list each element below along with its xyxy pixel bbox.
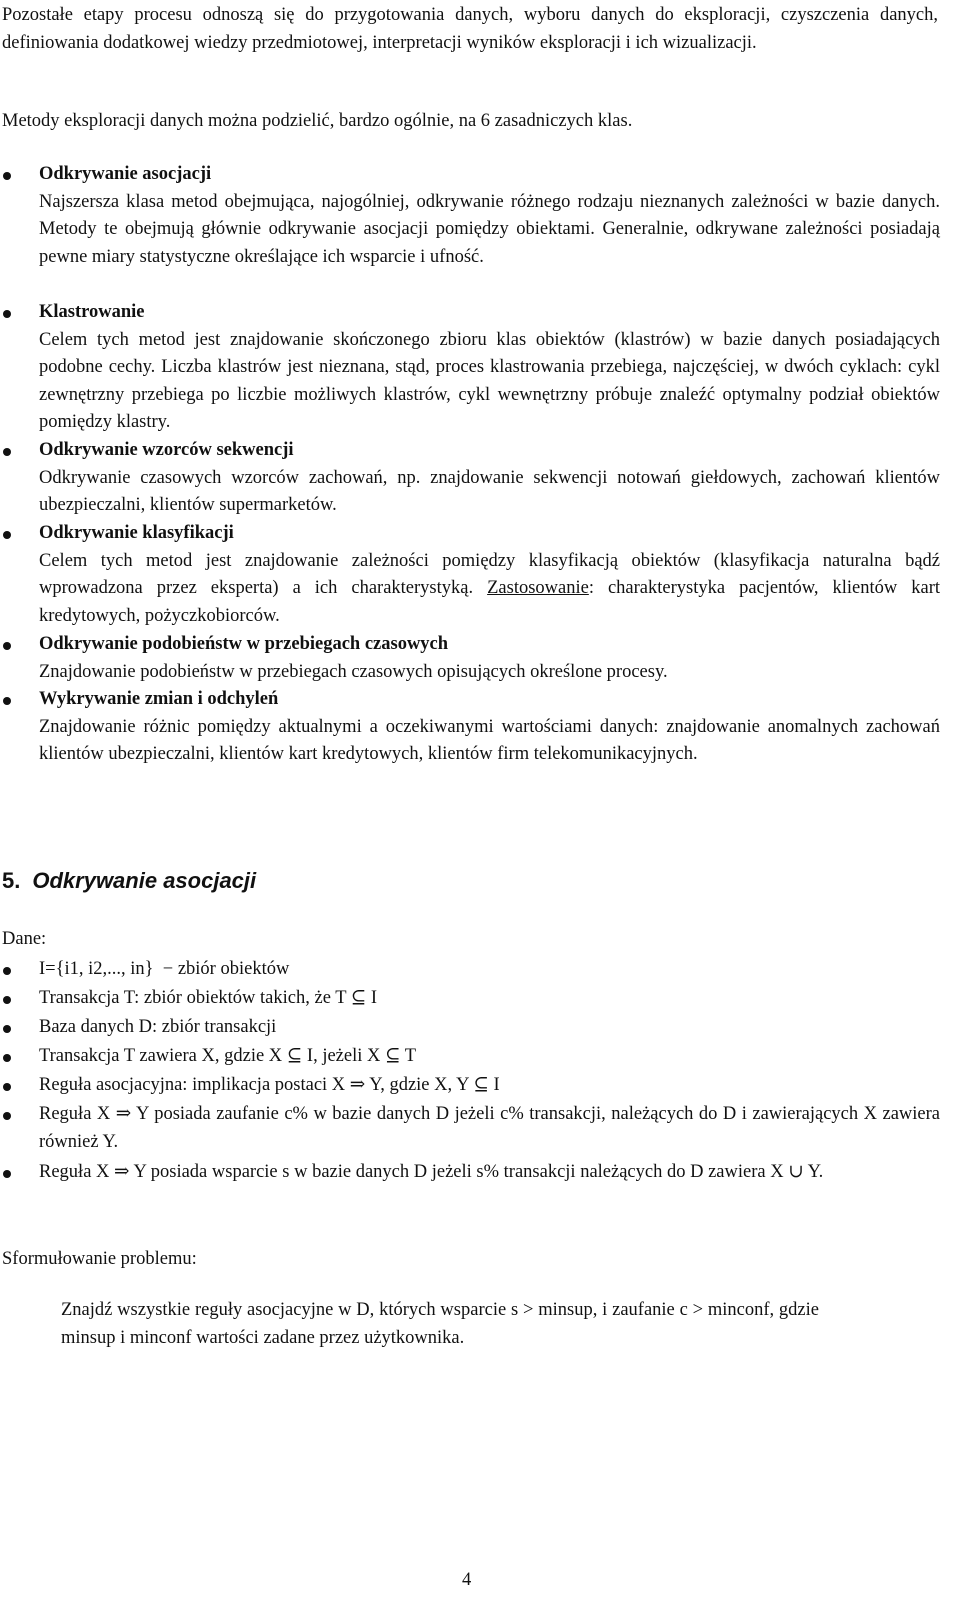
bullet-icon xyxy=(3,310,11,318)
zastosowanie-link[interactable]: Zastosowanie xyxy=(487,578,589,598)
section-title: Odkrywanie asocjacji xyxy=(32,868,257,893)
list-item-text: Transakcja T zawiera X, gdzie X ⊆ I, jeżeli X ⊆ T xyxy=(39,1046,417,1066)
list-item-text: Reguła X ⇒ Y posiada zaufanie c% w bazie danych D jeżeli c% transakcji, należących do D i zawierających X zawiera również Y. xyxy=(39,1104,940,1152)
list-item-text: Najszersza klasa metod obejmująca, najogólniej, odkrywanie różnego rodzaju nieznanych zależności w bazie danych. Metody te obejmują głównie odkrywanie asocjacji pomiędzy obiektami. Generalnie, odkrywane zależności posiadają pewne miary statystyczne określające ich wsparcie i ufność. xyxy=(39,191,940,267)
list-item-text: Znajdowanie różnic pomiędzy aktualnymi a oczekiwanymi wartościami danych: znajdowanie anomalnych zachowań klientów ubezpieczalni, klientów kart kredytowych, klientów firm telekomunikacyjnych. xyxy=(39,716,940,764)
bullet-icon xyxy=(3,642,11,650)
list-item-text: Baza danych D: zbiór transakcji xyxy=(39,1017,277,1037)
dane-label: Dane: xyxy=(2,929,47,949)
list-item-text: Reguła X ⇒ Y posiada wsparcie s w bazie danych D jeżeli s% transakcji należących do D zawiera X ∪ Y. xyxy=(39,1162,824,1182)
bullet-icon xyxy=(3,996,11,1004)
list-item-text: I={i1, i2,..., in} − zbiór obiektów xyxy=(39,959,290,979)
bullet-icon xyxy=(3,1083,11,1091)
list-item-text: Transakcja T: zbiór obiektów takich, że T ⊆ I xyxy=(39,988,378,1008)
bullet-icon xyxy=(3,531,11,539)
problem-label: Sformułowanie problemu: xyxy=(2,1249,197,1269)
list-item-title: Klastrowanie xyxy=(39,302,145,322)
problem-text: Znajdź wszystkie reguły asocjacyjne w D, których wsparcie s > minsup, i zaufanie c > minconf, gdzie minsup i minconf wartości zadane przez użytkownika. xyxy=(61,1300,819,1348)
bullet-icon xyxy=(3,1025,11,1033)
list-item-title: Odkrywanie asocjacji xyxy=(39,164,212,184)
list-item-title: Odkrywanie wzorców sekwencji xyxy=(39,440,294,460)
list-item-text-after: : charakterystyka pacjentów, klientów kart kredytowych, pożyczkobiorców. xyxy=(39,578,941,626)
bullet-icon xyxy=(3,1112,11,1120)
list-item-text: Odkrywanie czasowych wzorców zachowań, np. znajdowanie sekwencji notowań giełdowych, zachowań klientów ubezpieczalni, klientów supermarketów. xyxy=(39,467,940,515)
bullet-icon xyxy=(3,967,11,975)
bullet-icon xyxy=(3,697,11,705)
list-item-text: Reguła asocjacyjna: implikacja postaci X ⇒ Y, gdzie X, Y ⊆ I xyxy=(39,1075,500,1095)
list-item-title: Odkrywanie klasyfikacji xyxy=(39,523,234,543)
section-heading xyxy=(2,866,256,896)
section-number: 5. xyxy=(2,868,21,893)
intro-paragraph-2: Metody eksploracji danych można podzielić, bardzo ogólnie, na 6 zasadniczych klas. xyxy=(2,111,633,131)
bullet-icon xyxy=(3,448,11,456)
list-item-text-main: Celem tych metod jest znajdowanie zależności pomiędzy klasyfikacją obiektów (klasyfikacja naturalna bądź wprowadzona przez eksperta) a ich charakterystyką. xyxy=(39,550,940,598)
bullet-icon xyxy=(3,172,11,180)
intro-paragraph-1: Pozostałe etapy procesu odnoszą się do przygotowania danych, wyboru danych do eksploracji, czyszczenia danych, definiowania dodatkowej wiedzy przedmiotowej, interpretacji wyników eksploracji i ich wizualizacji. xyxy=(2,5,938,53)
list-item-title: Odkrywanie podobieństw w przebiegach czasowych xyxy=(39,634,449,654)
list-item-text xyxy=(39,548,940,631)
bullet-icon xyxy=(3,1054,11,1062)
bullet-icon xyxy=(3,1170,11,1178)
list-item-title: Wykrywanie zmian i odchyleń xyxy=(39,689,279,709)
list-item-text: Celem tych metod jest znajdowanie skończonego zbioru klas obiektów (klastrów) w bazie danych posiadających podobne cechy. Liczba klastrów jest nieznana, stąd, proces klastrowania przebiega, najczęściej, w dwóch cyklach: cykl zewnętrzny przebiega po liczbie możliwych klastrów, cykl wewnętrzny próbuje znaleźć optymalny podział obiektów pomiędzy klastry. xyxy=(39,329,940,432)
list-item-text: Znajdowanie podobieństw w przebiegach czasowych opisujących określone procesy. xyxy=(39,661,668,682)
page-number: 4 xyxy=(462,1570,472,1590)
